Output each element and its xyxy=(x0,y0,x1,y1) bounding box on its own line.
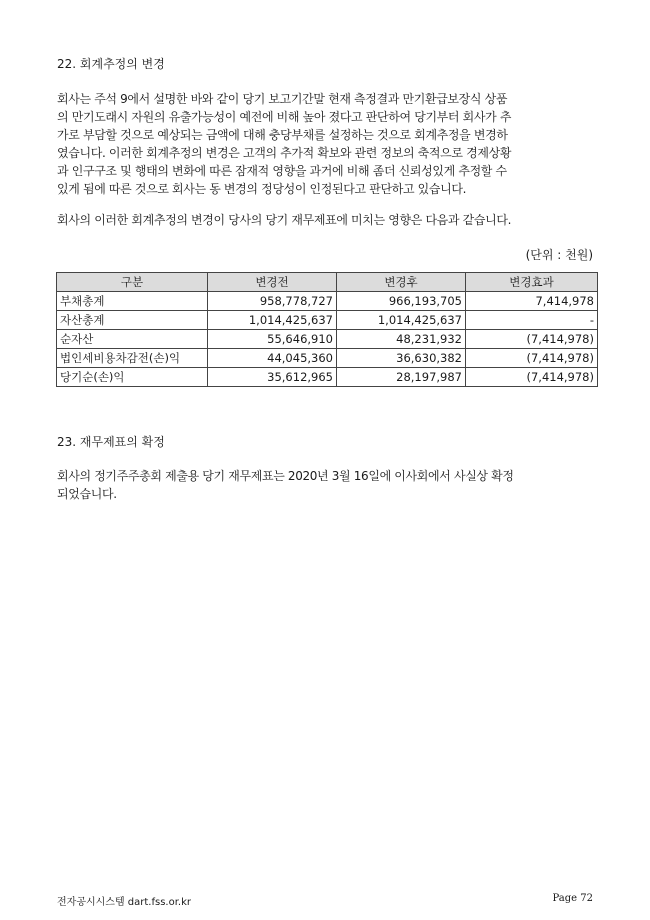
cell-after: 966,193,705 xyxy=(337,292,466,311)
row-label: 순자산 xyxy=(57,330,208,349)
cell-effect: 7,414,978 xyxy=(466,292,598,311)
cell-effect: (7,414,978) xyxy=(466,368,598,387)
section-22-heading: 22. 회계추정의 변경 xyxy=(57,57,165,71)
table-row xyxy=(57,368,598,387)
page-number: Page 72 xyxy=(552,893,593,904)
cell-after: 1,014,425,637 xyxy=(337,311,466,330)
text-line: 가로 부담할 것으로 예상되는 금액에 대해 충당부채를 설정하는 것으로 회계추정을 변경하 xyxy=(57,128,508,142)
text-line: 되었습니다. xyxy=(57,487,117,501)
table-header-row xyxy=(57,273,598,292)
row-label: 법인세비용차감전(손)익 xyxy=(57,349,208,368)
cell-after: 36,630,382 xyxy=(337,349,466,368)
row-label: 당기순(손)익 xyxy=(57,368,208,387)
cell-effect: (7,414,978) xyxy=(466,330,598,349)
row-label: 부채총계 xyxy=(57,292,208,311)
cell-before: 44,045,360 xyxy=(208,349,337,368)
cell-effect: (7,414,978) xyxy=(466,349,598,368)
cell-before: 958,778,727 xyxy=(208,292,337,311)
section-22-paragraph-1 xyxy=(57,90,597,198)
text-line: 의 만기도래시 자원의 유출가능성이 예전에 비해 높아 졌다고 판단하여 당기부터 회사가 추 xyxy=(57,110,512,124)
section-23-paragraph xyxy=(57,467,597,503)
text-line: 회사의 이러한 회계추정의 변경이 당사의 당기 재무제표에 미치는 영향은 다음과 같습니다. xyxy=(57,213,512,227)
cell-after: 28,197,987 xyxy=(337,368,466,387)
table-row xyxy=(57,311,598,330)
text-line: 회사의 정기주주총회 제출용 당기 재무제표는 2020년 3월 16일에 이사회에서 사실상 확정 xyxy=(57,469,514,483)
header-effect: 변경효과 xyxy=(466,273,598,292)
section-22-paragraph-2 xyxy=(57,211,597,229)
table-row xyxy=(57,292,598,311)
cell-before: 35,612,965 xyxy=(208,368,337,387)
estimate-change-table xyxy=(56,272,598,387)
text-line: 였습니다. 이러한 회계추정의 변경은 고객의 추가적 확보와 관련 정보의 축적으로 경제상황 xyxy=(57,146,512,160)
header-before: 변경전 xyxy=(208,273,337,292)
section-23-heading: 23. 재무제표의 확정 xyxy=(57,435,165,449)
cell-before: 55,646,910 xyxy=(208,330,337,349)
header-category: 구분 xyxy=(57,273,208,292)
text-line: 회사는 주석 9에서 설명한 바와 같이 당기 보고기간말 현재 측정결과 만기환급보장식 상품 xyxy=(57,92,508,106)
header-after: 변경후 xyxy=(337,273,466,292)
cell-after: 48,231,932 xyxy=(337,330,466,349)
footer-source: 전자공시시스템 dart.fss.or.kr xyxy=(57,897,191,908)
row-label: 자산총계 xyxy=(57,311,208,330)
text-line: 있게 됨에 따른 것으로 회사는 동 변경의 정당성이 인정된다고 판단하고 있습니다. xyxy=(57,182,467,196)
text-line: 과 인구구조 및 행태의 변화에 따른 잠재적 영향을 과거에 비해 좀더 신뢰성있게 추정할 수 xyxy=(57,164,507,178)
table-row xyxy=(57,349,598,368)
cell-effect: - xyxy=(466,311,598,330)
cell-before: 1,014,425,637 xyxy=(208,311,337,330)
table-row xyxy=(57,330,598,349)
unit-label: (단위 : 천원) xyxy=(525,248,593,262)
